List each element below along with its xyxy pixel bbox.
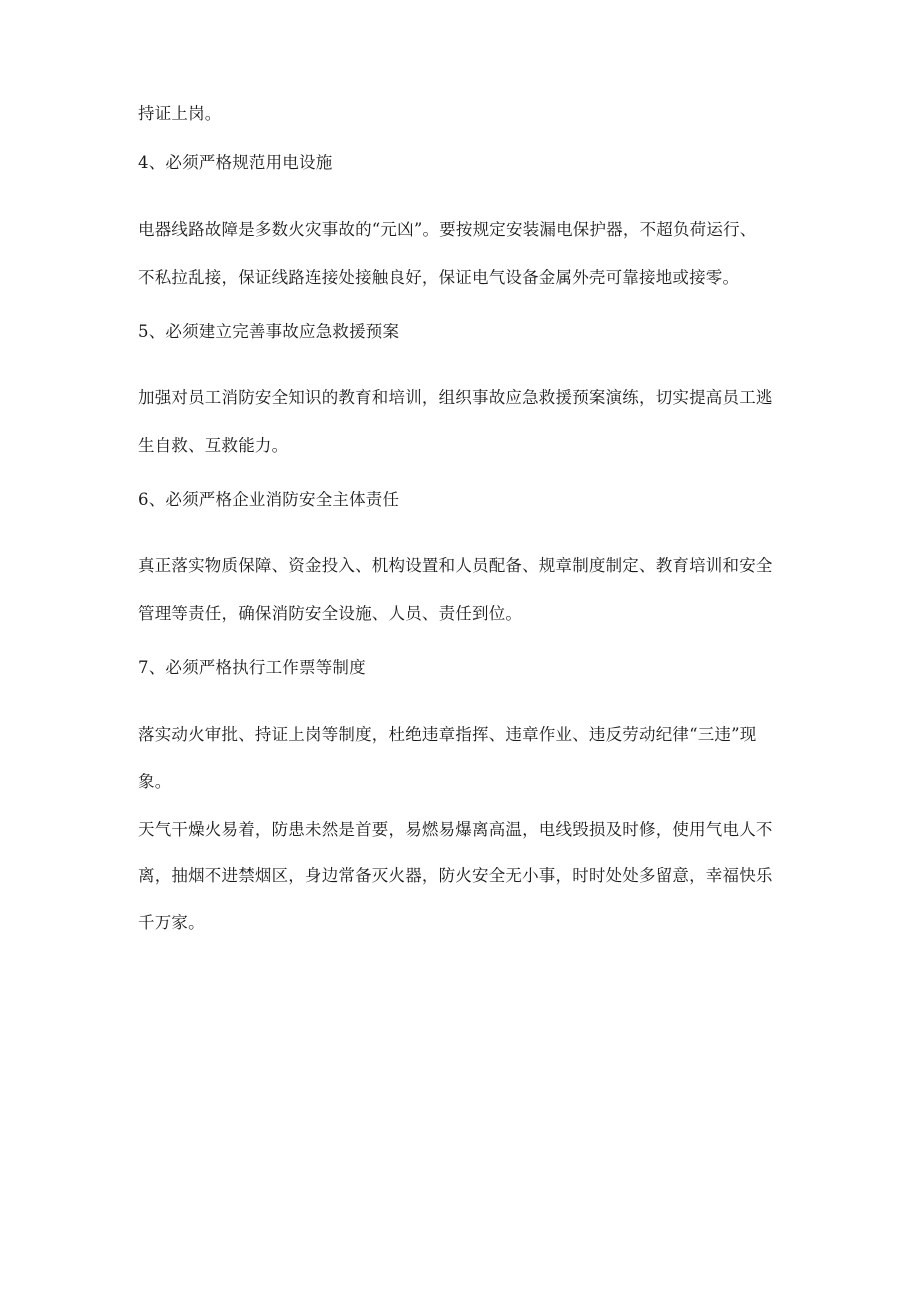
continuation-text: 持证上岗。	[138, 104, 222, 123]
closing-line-3: 千万家。	[138, 913, 205, 932]
section-6-line-2: 管理等责任，确保消防安全设施、人员、责任到位。	[138, 604, 523, 623]
section-4-line-2: 不私拉乱接，保证线路连接处接触良好，保证电气设备金属外壳可靠接地或接零。	[138, 268, 740, 287]
section-5-line-2: 生自救、互救能力。	[138, 436, 289, 455]
section-7-line-2: 象。	[138, 772, 172, 791]
section-4-line-1: 电器线路故障是多数火灾事故的“元凶”。要按规定安装漏电保护器，不超负荷运行、	[138, 220, 757, 239]
section-heading-4: 4、必须严格规范用电设施	[138, 153, 333, 172]
closing-line-1: 天气干燥火易着，防患未然是首要，易燃易爆离高温，电线毁损及时修，使用气电人不	[138, 820, 773, 839]
section-heading-7: 7、必须严格执行工作票等制度	[138, 658, 366, 677]
section-heading-6: 6、必须严格企业消防安全主体责任	[138, 490, 400, 509]
section-7-line-1: 落实动火审批、持证上岗等制度，杜绝违章指挥、违章作业、违反劳动纪律“三违”现	[138, 725, 757, 744]
closing-line-2: 离，抽烟不进禁烟区，身边常备灭火器，防火安全无小事，时时处处多留意，幸福快乐	[138, 866, 773, 885]
section-6-line-1: 真正落实物质保障、资金投入、机构设置和人员配备、规章制度制定、教育培训和安全	[138, 556, 773, 575]
section-5-line-1: 加强对员工消防安全知识的教育和培训，组织事故应急救援预案演练，切实提高员工逃	[138, 388, 773, 407]
section-heading-5: 5、必须建立完善事故应急救援预案	[138, 322, 400, 341]
